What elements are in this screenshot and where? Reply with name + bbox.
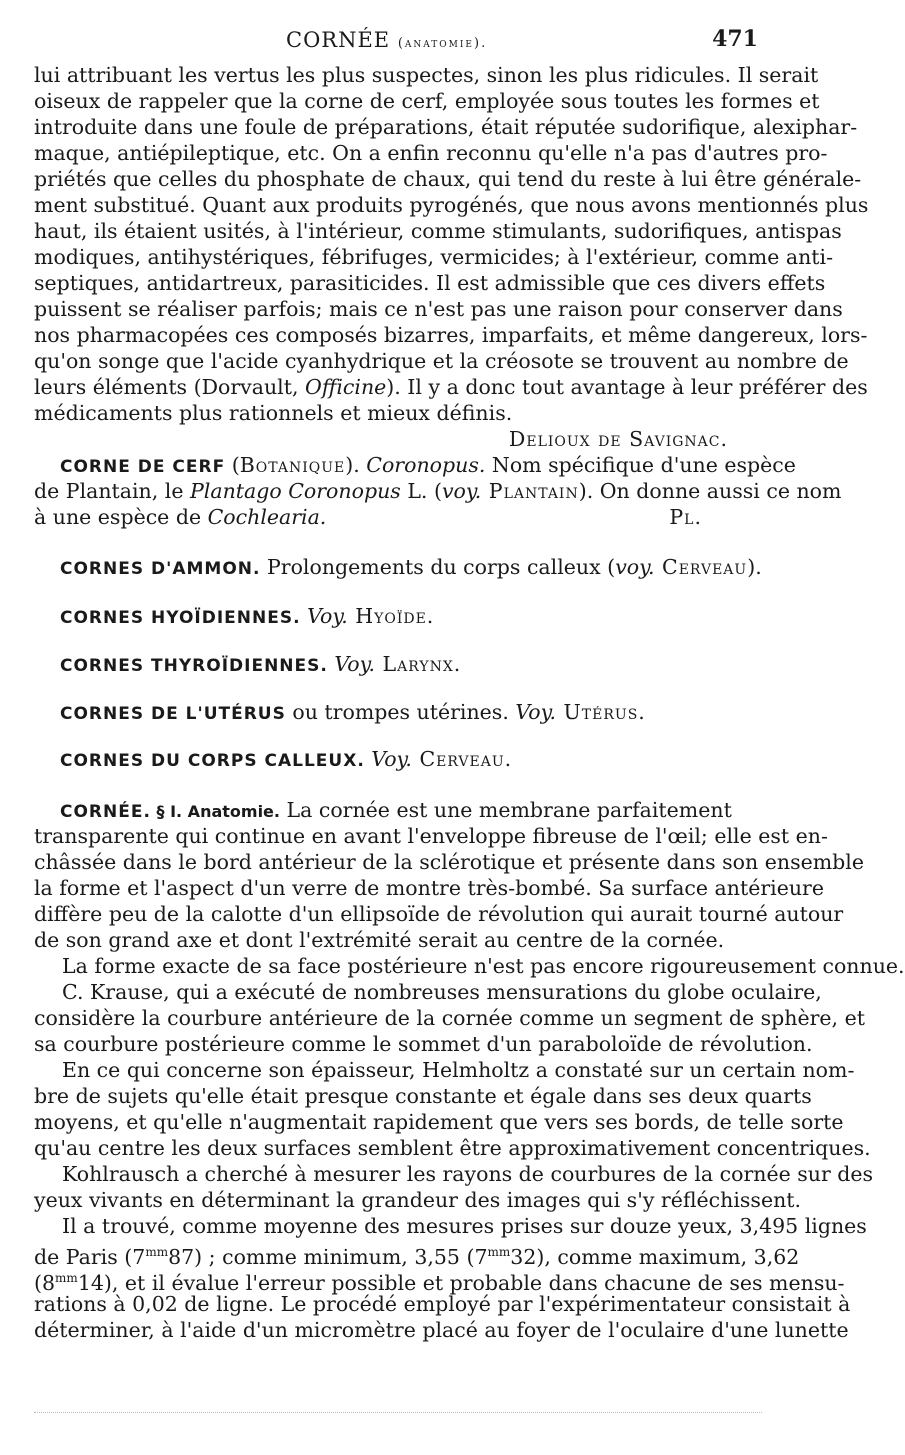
- page-header: [0, 28, 800, 58]
- text-span: L. (: [400, 479, 442, 503]
- text-line: diffère peu de la calotte d'un ellipsoïde de révolution qui aurait tourné autour: [34, 902, 844, 926]
- text-line: châssée dans le bord antérieur de la sclérotique et présente dans son ensemble: [34, 850, 864, 874]
- text-span: à une espèce de: [34, 505, 208, 529]
- text-line: puissent se réaliser parfois; mais ce n'est pas une raison pour conserver dans: [34, 297, 843, 321]
- text-line: ment substitué. Quant aux produits pyrogénés, que nous avons mentionnés plus: [34, 193, 869, 217]
- text-span: Voy.: [515, 700, 557, 724]
- running-title-main: CORNÉE: [286, 28, 391, 52]
- entry-cornes-ammon: [60, 554, 760, 582]
- text-line: de son grand axe et dont l'extrémité serait au centre de la cornée.: [34, 928, 725, 952]
- entry-cornes-corps-calleux: [60, 746, 760, 774]
- text-line: [34, 478, 842, 504]
- entry-cornee: [60, 797, 760, 825]
- text-span: Botanique: [239, 453, 346, 477]
- text-span: Plantago Coronopus: [190, 479, 401, 503]
- entry-headword: CORNES THYROÏDIENNES.: [60, 656, 328, 676]
- text-line: considère la courbure antérieure de la cornée comme un segment de sphère, et: [34, 1006, 865, 1030]
- text-span: de Plantain, le: [34, 479, 191, 503]
- text-span: Plantain: [481, 479, 579, 503]
- text-span: La cornée est une membrane parfaitement: [279, 798, 732, 822]
- text-line: C. Krause, qui a exécuté de nombreuses mensurations du globe oculaire,: [62, 980, 822, 1004]
- cross-reference: Cerveau.: [411, 747, 513, 771]
- text-line: Kohlrausch a cherché à mesurer les rayons de courbures de la cornée sur des: [62, 1162, 874, 1186]
- entry-headword: CORNES DE L'UTÉRUS: [60, 704, 286, 724]
- text-span: (: [225, 453, 240, 477]
- text-line: introduite dans une foule de préparations, était réputée sudorifique, alexiphar-: [34, 115, 858, 139]
- text-span: 32), comme maximum, 3,62: [510, 1244, 800, 1269]
- text-line: Il a trouvé, comme moyenne des mesures prises sur douze yeux, 3,495 lignes: [62, 1214, 867, 1238]
- entry-headword: CORNES DU CORPS CALLEUX.: [60, 751, 365, 771]
- entry-headword: CORNES HYOÏDIENNES.: [60, 608, 301, 628]
- text-span: ). On donne aussi ce nom: [578, 479, 842, 503]
- text-span: Cochlearia.: [207, 505, 327, 529]
- text-line: lui attribuant les vertus les plus suspectes, sinon les plus ridicules. Il serait: [34, 63, 819, 87]
- cross-reference: Utérus.: [556, 700, 646, 724]
- entry-corne-de-cerf: [60, 452, 796, 480]
- text-span: voy.: [615, 555, 655, 579]
- running-title: [286, 28, 487, 52]
- text-line: [34, 400, 762, 452]
- entry-headword: CORNE DE CERF: [60, 457, 226, 477]
- text-line: [34, 374, 868, 400]
- text-span: ).: [747, 555, 762, 579]
- unit-superscript: mm: [145, 1245, 169, 1259]
- section-heading: § I. Anatomie.: [150, 802, 280, 821]
- entry-headword: CORNÉE.: [60, 802, 151, 822]
- text-span: ).: [345, 453, 367, 477]
- text-line: rations à 0,02 de ligne. Le procédé employé par l'expérimentateur consistait à: [34, 1292, 851, 1316]
- text-span: Nom spécifique d'une espèce: [485, 453, 796, 477]
- entry-headword: CORNES D'AMMON.: [60, 559, 261, 579]
- text-span: 14), et il évalue l'erreur possible et probable dans chacune de ses mensu-: [77, 1270, 845, 1295]
- text-line: sa courbure postérieure comme le sommet d'un paraboloïde de révolution.: [34, 1032, 813, 1056]
- text-line: modiques, antihystériques, fébrifuges, vermicides; à l'extérieur, comme anti-: [34, 245, 834, 269]
- cross-reference: Hyoïde.: [347, 604, 435, 628]
- cross-reference: Cerveau: [654, 555, 748, 579]
- text-span: ). Il y a donc tout avantage à leur préférer des: [386, 375, 868, 399]
- entry-cornes-uterus: [60, 699, 760, 727]
- text-line: [34, 504, 762, 530]
- entry-cornes-thyroidiennes: [60, 651, 760, 679]
- cross-reference: Larynx.: [375, 652, 462, 676]
- text-span: de Paris (7: [34, 1244, 146, 1269]
- text-span: voy.: [441, 479, 482, 503]
- unit-superscript: mm: [55, 1271, 78, 1285]
- page-number: 471: [712, 26, 758, 52]
- text-span: ou trompes utérines.: [285, 700, 516, 724]
- text-line: yeux vivants en déterminant la grandeur des images qui s'y réfléchissent.: [34, 1188, 802, 1212]
- text-span: Prolongements du corps calleux (: [260, 555, 616, 579]
- text-line: haut, ils étaient usités, à l'intérieur, comme stimulants, sudorifiques, antispas: [34, 219, 842, 243]
- text-line: qu'on songe que l'acide cyanhydrique et la créosote se trouvent au nombre de: [34, 349, 849, 373]
- text-line: moyens, et qu'elle n'augmentait rapidement que vers ses bords, de telle sorte: [34, 1110, 844, 1134]
- unit-superscript: mm: [487, 1245, 511, 1259]
- italic-title: Officine: [305, 375, 387, 399]
- text-line: nos pharmacopées ces composés bizarres, imparfaits, et même dangereux, lors-: [34, 323, 868, 347]
- text-span: leurs éléments (Dorvault,: [34, 375, 306, 399]
- text-line: La forme exacte de sa face postérieure n'est pas encore rigoureusement connue.: [62, 954, 905, 978]
- text-span: Voy.: [327, 652, 375, 676]
- entry-cornes-hyoidiennes: [60, 603, 760, 631]
- footer-divider: [34, 1412, 762, 1414]
- text-span: 87) ; comme minimum, 3,55 (7: [168, 1244, 488, 1269]
- running-title-sub: (anatomie).: [397, 36, 488, 51]
- author-signature: Delioux de Savignac.: [508, 427, 728, 451]
- text-span: Voy.: [300, 604, 348, 628]
- text-line: priétés que celles du phosphate de chaux, qui tend du reste à lui être générale-: [34, 167, 862, 191]
- text-span: médicaments plus rationnels et mieux définis.: [34, 401, 513, 425]
- text-line: bre de sujets qu'elle était presque constante et égale dans ses deux quarts: [34, 1084, 812, 1108]
- text-line: la forme et l'aspect d'un verre de montre très-bombé. Sa surface antérieure: [34, 876, 824, 900]
- text-line: déterminer, à l'aide d'un micromètre placé au foyer de l'oculaire d'une lunette: [34, 1318, 849, 1342]
- text-line: oiseux de rappeler que la corne de cerf, employée sous toutes les formes et: [34, 89, 820, 113]
- text-line: qu'au centre les deux surfaces semblent être approximativement concentriques.: [34, 1136, 871, 1160]
- text-line: transparente qui continue en avant l'enveloppe fibreuse de l'œil; elle est en-: [34, 824, 828, 848]
- text-line: maque, antiépileptique, etc. On a enfin reconnu qu'elle n'a pas d'autres pro-: [34, 141, 828, 165]
- text-line: En ce qui concerne son épaisseur, Helmholtz a constaté sur un certain nom-: [62, 1058, 855, 1082]
- author-signature: Pl.: [669, 505, 702, 529]
- text-span: Voy.: [364, 747, 412, 771]
- text-span: Coronopus.: [366, 453, 486, 477]
- text-line: septiques, antidartreux, parasiticides. Il est admissible que ces divers effets: [34, 271, 826, 295]
- text-span: (8: [34, 1270, 56, 1295]
